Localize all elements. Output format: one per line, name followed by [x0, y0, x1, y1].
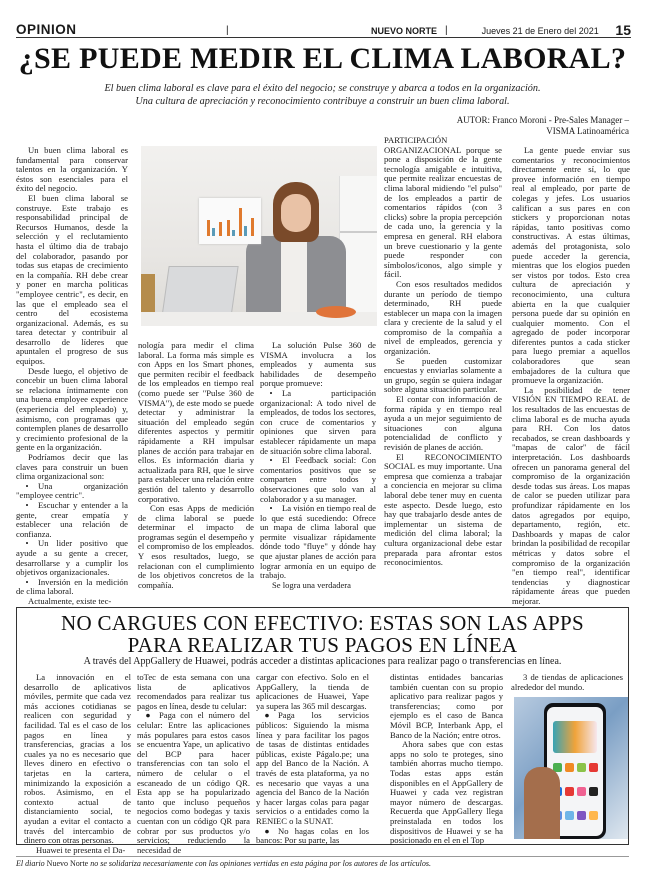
app-icon: [577, 811, 586, 820]
article-column-4: [384, 136, 502, 568]
headline-line: NO CARGUES CON EFECTIVO: ESTAS SON LAS APPS: [61, 611, 584, 635]
footer-divider: [16, 856, 629, 857]
article-deck: [0, 82, 645, 108]
paragraph: Actualmente, existe tec-: [28, 595, 112, 606]
bullet-icon: •: [269, 387, 273, 398]
bullet-icon: •: [25, 480, 29, 491]
bar-graphic: [244, 226, 247, 236]
box-column-1: [24, 673, 131, 855]
shirt-graphic: [281, 242, 307, 314]
boxed-article-headline: [0, 612, 645, 656]
paragraph: La posibilidad de tener VISIÓN EN TIEMPO REAL de los resultados de las encuestas de clima laboral es de mucha ayuda para RH. Con los datos recabados, se crean dashboards y "mapas de calor" de fácil interpretación. Los dashboards ofrecen un panorama general del compromiso de la organización desde todas sus áreas. Los mapas de calor se pueden utilizar para profundizar rápidamente en los datos agregados por equipo, departamento, región, etc. Dashboards y mapas de calor brindan la posibilidad de recopilar métricas y datos sobre el compromiso de la organización "en tiempo real", identificar tendencias y diagnosticar rápidamente áreas que pueden mejorar.: [512, 384, 630, 606]
app-icon: [565, 811, 574, 820]
paragraph: Un buen clima laboral es fundamental para conservar talentos en la organización. Y éstos son esenciales para el éxito del negocio.: [16, 145, 128, 194]
paragraph: nología para medir el clima laboral. La forma más simple es con Apps en los Smart phones, que permiten recibir el feedback de los empleados en tiempo real (como puede ser "Pulse 360 de VISMA"), de este modo se puede detectar y administrar la situación del empleado según diferentes aspectos y permitir rápidamente a RH impulsar planes de acción para trabajar en ellos. Es información diaria y actualizada para RH, que le sirve para establecer una relación entre gestión del talento y desarrollo corporativo.: [138, 340, 254, 504]
app-icon: [565, 787, 574, 796]
bullet-item: • Una organización "employee centric".: [16, 480, 128, 501]
app-icon: [589, 811, 598, 820]
bar-graphic: [227, 220, 230, 236]
separator: |: [226, 25, 229, 36]
bullet-icon: •: [25, 538, 29, 549]
bar-graphic: [251, 218, 254, 236]
bullet-item: • Un lider positivo que ayude a su gente a crecer, desarrollarse y a cumplir los objetivos organizacionales.: [16, 538, 128, 578]
box-column-2: [137, 673, 250, 855]
paragraph: Huawei te presenta el Da-: [36, 844, 126, 855]
box-photo: [514, 697, 628, 839]
bullet-item: • El Feedback social: Con comentarios positivos que se comparten entre todos y observaciones que solo van al colaborador y a su manager.: [260, 455, 376, 504]
bullet-item: ● Paga con el número del celular: Entre las aplicaciones más populares para estos casos se encuentra Yape, un aplicativo del BCP para hacer transferencias con tan solo el número de celular o el escaneado de un código QR. Esta app se ha popularizado tanto que incluso pequeños negocios como bodegas y taxis cuentan con un código QR para cobrar por sus productos y/o servicios; reduciendo la necesidad de: [137, 710, 250, 855]
author-line: AUTOR: Franco Moroni - Pre-Sales Manager –: [456, 115, 629, 125]
face-graphic: [281, 194, 311, 232]
deck-line: Una cultura de apreciación y reconocimiento contribuye a construir un buen clima laboral.: [135, 96, 510, 107]
bullet-item: • Inversión en la medición de clima laboral.: [16, 576, 128, 597]
section-label: OPINION: [16, 22, 77, 37]
paragraph: El RECONOCIMIENTO SOCIAL es muy importante. Una empresa que comienza a trabajar a conciencia en mejorar su clima laboral debe tener muy en cuenta este aspecto. Desde luego, esto hay que trabajarlo desde antes de implementar un sistema de medición del clima laboral; la cultura organizacional debe estar preparada para afrontar estos reconocimientos.: [384, 451, 502, 568]
paragraph: Desde luego, el objetivo de concebir un buen clima laboral se relaciona íntimamente con una buena employee experience (experiencia del empleado) y, asimismo, con programas que contemplen planes de desarrollo y crecimiento profesional de la gente en la organización.: [16, 365, 128, 453]
bullet-icon: ●: [145, 710, 151, 721]
box-column-3: [256, 673, 369, 846]
boxed-article-deck: A través del AppGallery de Huawei, podrás acceder a distintas aplicaciones para realizar pago o transferencias en línea.: [83, 656, 562, 667]
newspaper-name: Nuevo Norte: [46, 859, 89, 868]
paragraph: Con esas Apps de medición de clima laboral se puede determinar el impacto de programas según el desempeño y el compromiso de los empleados. Y esos resultados, luego, se relacionan con el cumplimiento de los objetivos concretos de la compañía.: [138, 503, 254, 590]
newspaper-name: NUEVO NORTE: [371, 26, 438, 36]
bullet-icon: ●: [264, 825, 270, 836]
bullet-icon: •: [25, 499, 29, 510]
bullet-icon: •: [269, 503, 273, 514]
app-icon: [577, 787, 586, 796]
bar-graphic: [232, 230, 235, 236]
app-icon: [565, 763, 574, 772]
bullet-item: • Escuchar y entender a la gente, crear empatía y establecer una relación de confianza.: [16, 499, 128, 539]
pencil-cup-graphic: [141, 274, 155, 314]
publication-date: Jueves 21 de Enero del 2021: [481, 26, 599, 36]
paragraph: El contar con información de forma rápida y en tiempo real ayuda a un mejor seguimiento de situaciones con alguna potencialidad de conflicto y revisión de planes de acción.: [384, 394, 502, 452]
laptop-graphic: [161, 266, 238, 318]
masthead: [16, 22, 631, 38]
bullet-item: ● Paga los servicios públicos: Siguiendo la misma línea y para facilitar los pagos de tasas de distintas entidades públicas, existe Págalo.pe; una app del Banco de la Nación. A través de esta plataforma, ya no es necesario que vayas a una agencia del Banco de la Nación y hacer largas colas para pagar servicios o a entidades como la RENIEC o la SUNAT.: [256, 710, 369, 826]
article-headline: ¿SE PUEDE MEDIR EL CLIMA LABORAL?: [18, 42, 627, 75]
bar-graphic: [207, 220, 210, 236]
separator: |: [445, 25, 448, 36]
box-column-4: [390, 673, 503, 846]
box-column-5: [511, 673, 623, 692]
app-icon: [589, 787, 598, 796]
paragraph: Se pueden customizar encuestas y enviarlas solamente a un grupo, según se quiera indagar sobre alguna situación particular.: [384, 355, 502, 395]
paragraph: Se logra una verdadera: [272, 579, 351, 590]
bullet-item: ● No hagas colas en los bancos: Por su parte, las: [256, 825, 369, 846]
article-column-3: [260, 341, 376, 590]
bullet-item: • La visión en tiempo real de lo que está sucediendo: Ofrece un mapa de clima laboral que permite visualizar rápidamente dónde todo "fluye" y dónde hay que ajustar planes de acción para lograr armonía en un equipo de trabajo.: [260, 503, 376, 581]
bullet-icon: •: [269, 455, 273, 466]
app-icon: [577, 763, 586, 772]
paragraph: toTec de esta semana con una lista de aplicativos recomendados para realizar tus pagos en línea, desde tu celular:: [137, 672, 250, 711]
app-banner-graphic: [553, 721, 597, 753]
paragraph: La gente puede enviar sus comentarios y reconocimientos directamente entre sí, lo que provee información en tiempo real al empleado, por parte de colegas y jefes. Los usuarios califican a sus pares en con stickers y proporcionan notas rápidas, tanto positivas como constructivas. A estas últimas, además del protagonista, solo puede acceder la gerencia, mientras que los elogios pueden ser vistos por todos. Esto crea cultura de apreciación y reconocimiento, una cultura abierta en la que cualquier persona puede dar su opinión en cualquier momento. Con el agregado de poder incorporar diferentes puntos a cada sticker para luego premiar a aquellos colaboradores que sean embajadores de la cultura que promueve la organización.: [512, 145, 630, 386]
paragraph: Con esos resultados medidos durante un período de tiempo determinado, RH puede establecer un mapa con la imagen clara y creciente de la salud y el compromiso de la compañía a nivel de empleados, gerencia y organización.: [384, 278, 502, 357]
author-line: VISMA Latinoamérica: [546, 125, 629, 136]
paragraph: 3 de tiendas de aplicaciones alrededor del mundo.: [511, 672, 623, 692]
article-photo: [141, 146, 377, 326]
author-credit: [369, 115, 629, 136]
hand-graphic: [524, 767, 560, 839]
paragraph: distintas entidades bancarias también cuentan con su propio aplicativo para realizar pagos y transferencias; como por ejemplo es el caso de Banca Móvil BCP, Interbank App, el Banco de la Nación; entre otros.: [390, 672, 503, 740]
bullet-icon: ●: [264, 710, 270, 721]
page-number: 15: [615, 22, 631, 38]
bar-graphic: [239, 208, 242, 236]
bullet-icon: •: [25, 576, 29, 587]
article-column-2: [138, 341, 254, 590]
paragraph: PARTICIPACIÓN ORGANIZACIONAL porque se pone a disposición de la gente tecnología amigable e intuitiva, que permite realizar encuestas de clima laboral midiendo "el pulso" de los empleados a partir de comentarios rápidos (con 3 clicks) sobre la propia percepción de cada uno, la gerencia y la empresa en general. RH elabora un breve cuestionario y la gente puede responder con símbolos/iconos, algo simple y fácil.: [384, 135, 502, 280]
article-column-1: [16, 146, 128, 607]
app-icon: [589, 763, 598, 772]
paragraph: Podríamos decir que las claves para construir un buen clima organizacional son:: [16, 452, 128, 482]
paragraph: Ahora sabes que con estas apps no solo te proteges, sino también ahorras mucho tiempo. Todas estas apps están disponibles en el AppGallery de Huawei y cada vez registran mayor número de descargas. Recuerda que AppGallery llega preinstalada en todos los dispositivos de Huawei y se ha posicionado en el en el Top: [390, 739, 503, 846]
paragraph: La solución Pulse 360 de VISMA involucra a los empleados y aumenta sus habilidades de desempeño porque promueve:: [260, 340, 376, 389]
bar-graphic: [212, 228, 215, 236]
paragraph: cargar con efectivo. Solo en el AppGallery, la tienda de aplicaciones de Huawei, Yape ya supera las 365 mil descargas.: [256, 672, 369, 711]
bar-graphic: [219, 222, 222, 236]
paragraph: El buen clima laboral se construye. Este trabajo es responsabilidad principal de Recursos Humanos, desde la selección y el reclutamiento hasta el último dia de trabajo del colaborador, pasando por todas sus etapas de crecimiento en la compañía. RH debe crear y poner en marcha politicas "employee centric", es decir, en las que el empleado sea el centro del ecosistema organizacional. Además, es su tarea detectar y contribuir al desarrollo de líderes que apuntalen el progreso de sus equipos.: [16, 192, 128, 367]
deck-line: El buen clima laboral es clave para el éxito del negocio; se construye y abarca a todos en la organización.: [104, 83, 541, 94]
headline-line: PARA REALIZAR TUS PAGOS EN LÍNEA: [127, 633, 518, 657]
bullet-item: • La participación organizacional: A todo nivel de empleados, de todos los sectores, con cruce de comentarios y opiniones que sirven para establecer rápidamente un mapa de situación sobre clima laboral.: [260, 387, 376, 456]
disclaimer: El diario Nuevo Norte no se solidariza necesariamente con las opiniones vertidas en esta página por los autores de los artículos.: [16, 859, 432, 868]
article-column-5: [512, 146, 630, 607]
paragraph: La innovación en el desarrollo de aplicativos móviles, permite que cada vez más acciones cotidianas se realicen con seguridad y facilidad. Tal es el caso de los pagos en línea y transferencias, gracias a los cuales ya no es necesario que lleves dinero en efectivo o tarjetas en la cartera, minimizando la exposición a robos. Asimismo, en el contexto actual de distanciamiento social, te ayudan a evitar el contacto a través del intercambio de dinero con otras personas.: [24, 672, 131, 846]
pie-chart-graphic: [316, 306, 356, 318]
chart-paper-graphic: [199, 198, 261, 244]
